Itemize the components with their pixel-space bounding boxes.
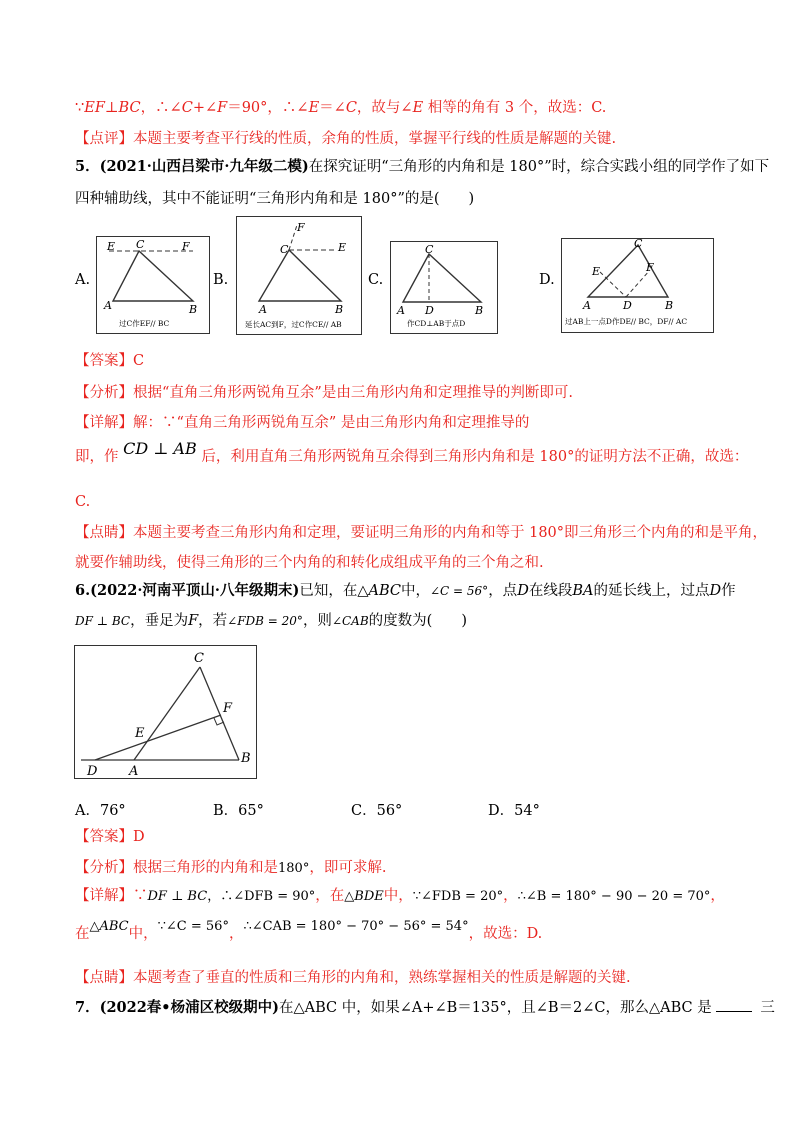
label-b: B — [189, 303, 198, 316]
label-a: A — [129, 764, 139, 778]
label-d: D — [623, 299, 632, 312]
label-f: F — [297, 221, 305, 234]
label-c: C — [194, 651, 204, 666]
label-e: E — [135, 726, 145, 741]
q5-comment-line-1: 【点睛】本题主要考查三角形内角和定理，要证明三角形的内角和等于 180°即三角形三个内角的和是平角， — [75, 525, 768, 541]
q5-figure-b — [236, 216, 362, 335]
label-a: A — [397, 304, 405, 317]
q5-option-b-letter[interactable]: B. — [213, 272, 229, 288]
label-f: F — [223, 701, 233, 716]
label-c: C — [425, 243, 434, 256]
label-a: A — [104, 299, 112, 312]
q5-figure-c — [390, 241, 498, 334]
label-a: A — [583, 299, 591, 312]
q5-detail-line-1: 【详解】解：∵“直角三角形两锐角互余” 是由三角形内角和定理推导的 — [75, 415, 530, 431]
figure-d-caption: 过AB上一点D作DE// BC，DF// AC — [565, 317, 688, 326]
label-b: B — [241, 751, 251, 766]
figure-a-caption: 过C作EF// BC — [119, 319, 170, 328]
figure-c-caption: 作CD⊥AB于点D — [407, 319, 466, 328]
question-5-stem-line-1: 5．(2021·山西吕梁市·九年级二模)在探究证明“三角形的内角和是 180°”时，综合实践小组的同学作了如下 — [75, 158, 770, 175]
comment-prev-q: 【点评】本题主要考查平行线的性质，余角的性质，掌握平行线的性质是解题的关键. — [75, 131, 617, 147]
q6-detail-line-2: 在△ABC中，∵∠C = 56°，∴∠CAB = 180° − 70° − 56° = 54°，故选：D. — [75, 919, 543, 942]
label-b: B — [475, 304, 484, 317]
label-b: B — [665, 299, 674, 312]
q5-detail-line-2: 即，作 CD ⊥ AB 后，利用直角三角形两锐角互余得到三角形内角和是 180°的证明方法不正确，故选： — [75, 439, 749, 465]
label-d: D — [87, 764, 98, 778]
q6-figure — [74, 645, 257, 779]
label-e: E — [107, 240, 116, 253]
label-c: C — [136, 238, 145, 251]
q5-analysis: 【分析】根据“直角三角形两锐角互余”是由三角形内角和定理推导的判断即可. — [75, 385, 573, 401]
label-a: A — [259, 303, 267, 316]
label-f: F — [182, 240, 190, 253]
q5-option-a-letter[interactable]: A. — [75, 272, 91, 288]
label-c: C — [280, 243, 289, 256]
q5-answer: 【答案】C — [75, 353, 145, 369]
q5-figure-d — [561, 238, 714, 333]
label-b: B — [335, 303, 344, 316]
q6-option-a[interactable]: A．76° — [75, 803, 126, 819]
q5-figure-a — [96, 236, 210, 334]
label-c: C — [634, 239, 643, 250]
label-e: E — [592, 265, 601, 278]
q6-comment: 【点睛】本题考查了垂直的性质和三角形的内角和，熟练掌握相关的性质是解题的关键. — [75, 970, 631, 986]
q5-detail-line-3: C. — [75, 494, 91, 510]
label-d: D — [425, 304, 434, 317]
answer-blank[interactable] — [716, 997, 752, 1012]
question-6-stem-line-1: 6.(2022·河南平顶山·八年级期末)已知，在△ABC中，∠C = 56°，点D在线段BA的延长线上，过点D作 — [75, 582, 736, 599]
q6-option-c[interactable]: C．56° — [351, 803, 403, 819]
q5-option-d-letter[interactable]: D. — [539, 272, 555, 288]
q6-answer: 【答案】D — [75, 829, 145, 845]
q6-option-d[interactable]: D．54° — [488, 803, 540, 819]
solution-line-prev-q: ∵EF⊥BC，∴∠C+∠F＝90°，∴∠E＝∠C，故与∠E 相等的角有 3 个，故选：C. — [75, 100, 607, 116]
q5-option-c-letter[interactable]: C. — [368, 272, 384, 288]
question-6-stem-line-2: DF ⊥ BC，垂足为F，若∠FDB = 20°，则∠CAB的度数为( ) — [75, 613, 467, 629]
label-f: F — [646, 261, 654, 274]
q6-option-b[interactable]: B．65° — [213, 803, 264, 819]
q6-analysis: 【分析】根据三角形的内角和是180°，即可求解. — [75, 860, 387, 876]
question-7-stem: 7．(2022春•杨浦区校级期中)在△ABC 中，如果∠A+∠B＝135°，且∠B＝2∠C，那么△ABC 是 三 — [75, 999, 775, 1016]
question-5-stem-line-2: 四种辅助线，其中不能证明“三角形内角和是 180°”的是( ) — [75, 191, 475, 207]
q6-detail-line-1: 【详解】∵DF ⊥ BC，∴∠DFB = 90°，在△BDE中，∵∠FDB = 20°，∴∠B = 180° − 90 − 20 = 70°， — [75, 888, 725, 904]
figure-b-caption: 延长AC到F，过C作CE// AB — [245, 320, 342, 329]
label-e: E — [338, 241, 347, 254]
q5-comment-line-2: 就要作辅助线，使得三角形的三个内角的和转化成组成平角的三个角之和. — [75, 555, 544, 571]
